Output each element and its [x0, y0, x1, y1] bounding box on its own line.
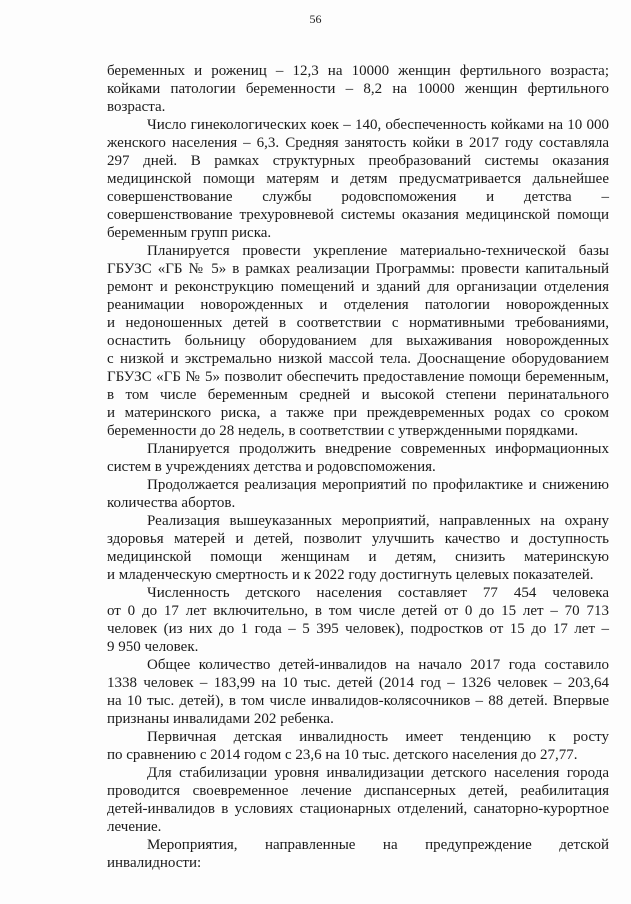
text-line: беременности до 28 недель, в соответствии с утвержденными порядками. — [107, 423, 579, 439]
text-line: Общее количество детей-инвалидов на начало 2017 года составило — [147, 657, 609, 673]
text-line: и недоношенных детей в соответствии с нормативными требованиями, — [107, 315, 609, 331]
text-line: медицинской помощи матерям и детям предусматривается дальнейшее — [107, 171, 609, 187]
text-line: количества абортов. — [107, 495, 236, 511]
text-line: 9 950 человек. — [107, 639, 199, 655]
text-line: Реализация вышеуказанных мероприятий, направленных на охрану — [147, 513, 609, 529]
text-line: 1338 человек – 183,99 на 10 тыс. детей (2014 год – 1326 человек – 203,64 — [107, 675, 609, 691]
text-line: в том числе беременным средней и высокой степени перинатального — [107, 387, 609, 403]
text-line: женского населения – 6,3. Средняя занятость койки в 2017 году составляла — [107, 135, 609, 151]
text-line: Число гинекологических коек – 140, обеспеченность койками на 10 000 — [147, 117, 609, 133]
text-line: Продолжается реализация мероприятий по профилактике и снижению — [147, 477, 609, 493]
text-line: совершенствование службы родовспоможения и детства – — [107, 189, 609, 205]
text-line: человек (из них до 1 года – 5 395 человек), подростков от 15 до 17 лет – — [107, 621, 609, 637]
text-line: койками патологии беременности – 8,2 на 10000 женщин фертильного — [107, 81, 609, 97]
text-line: Численность детского населения составляет 77 454 человека — [147, 585, 609, 601]
text-line: признаны инвалидами 202 ребенка. — [107, 711, 334, 727]
text-line: ремонт и реконструкцию помещений и зданий для организации отделения — [107, 279, 609, 295]
page-number: 56 — [309, 12, 322, 26]
text-line: и материнского риска, а также при преждевременных родах со сроком — [107, 405, 609, 421]
text-line: по сравнению с 2014 годом с 23,6 на 10 тыс. детского населения до 27,77. — [107, 747, 578, 763]
text-line: от 0 до 17 лет включительно, в том числе детей от 0 до 15 лет – 70 713 — [107, 603, 609, 619]
text-line: Мероприятия, направленные на предупреждение детской — [147, 837, 609, 853]
text-line: Первичная детская инвалидность имеет тенденцию к росту — [147, 729, 609, 745]
text-line: медицинской помощи женщинам и детям, снизить материнскую — [107, 549, 609, 565]
text-line: совершенствование трехуровневой системы оказания медицинской помощи — [107, 207, 609, 223]
text-line: оснастить больницу оборудованием для выхаживания новорожденных — [107, 333, 609, 349]
text-line: на 10 тыс. детей), в том числе инвалидов-колясочников – 88 детей. Впервые — [107, 693, 609, 709]
text-line: Планируется продолжить внедрение современных информационных — [147, 441, 609, 457]
text-line: здоровья матерей и детей, позволит улучшить качество и доступность — [107, 531, 609, 547]
text-line: ГБУЗС «ГБ № 5» позволит обеспечить предоставление помощи беременным, — [107, 369, 609, 385]
text-line: Планируется провести укрепление материально-технической базы — [147, 243, 609, 259]
text-line: с низкой и экстремально низкой массой тела. Дооснащение оборудованием — [107, 351, 609, 367]
text-line: 297 дней. В рамках структурных преобразований системы оказания — [107, 153, 609, 169]
text-line: ГБУЗС «ГБ № 5» в рамках реализации Программы: провести капитальный — [107, 261, 609, 277]
text-line: и младенческую смертность и к 2022 году достигнуть целевых показателей. — [107, 567, 594, 583]
text-line: Для стабилизации уровня инвалидизации детского населения города — [147, 765, 609, 781]
text-line: беременных и рожениц – 12,3 на 10000 женщин фертильного возраста; — [107, 63, 609, 79]
text-line: беременным групп риска. — [107, 225, 272, 241]
text-line: реанимации новорожденных и отделения патологии новорожденных — [107, 297, 609, 313]
text-line: проводится своевременное лечение диспансерных детей, реабилитация — [107, 783, 609, 799]
text-line: возраста. — [107, 99, 166, 115]
text-line: инвалидности: — [107, 855, 202, 871]
text-line: систем в учреждениях детства и родовспоможения. — [107, 459, 436, 475]
text-line: детей-инвалидов в условиях стационарных отделений, санаторно-курортное — [107, 801, 609, 817]
text-line: лечение. — [107, 819, 162, 835]
